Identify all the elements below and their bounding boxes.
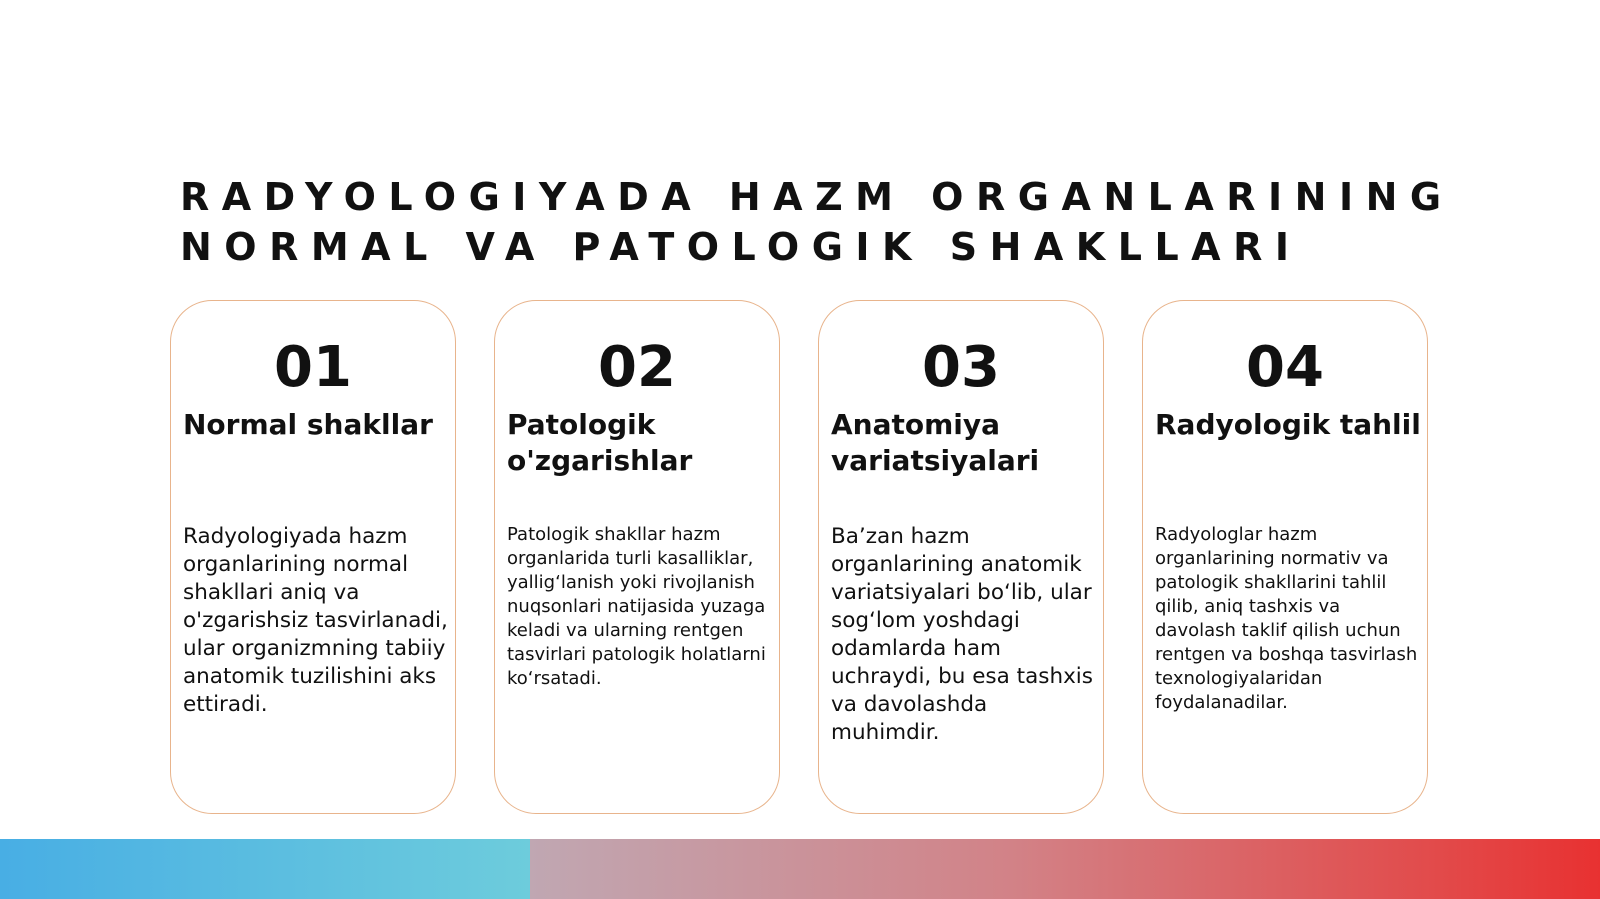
- card-body: Radyologlar hazm organlarining normativ va patologik shakllarini tahlil qilib, aniq tashxis va davolash taklif qilish uchun rentgen va boshqa tasvirlash texnologiyalaridan foydalanadilar.: [1155, 524, 1418, 713]
- slide-title: [180, 172, 1480, 272]
- card-radyologik-tahlil: [1142, 300, 1428, 814]
- card-body: Ba’zan hazm organlarining anatomik variatsiyalari bo‘lib, ular sog‘lom yoshdagi odamlarda ham uchraydi, bu esa tashxis va davolashda muhimdir.: [831, 524, 1093, 745]
- card-heading: Patologik o'zgarishlar: [507, 408, 693, 477]
- card-number: 01: [274, 335, 352, 400]
- card-normal-shakllar: [170, 300, 456, 814]
- card-number: 02: [598, 335, 676, 400]
- card-number: 03: [922, 335, 1000, 400]
- slide-title-line-2: NORMAL VA PATOLOGIK SHAKLLARI: [180, 225, 1302, 269]
- card-heading: Radyologik tahlil: [1155, 408, 1421, 441]
- card-body: Patologik shakllar hazm organlarida turli kasalliklar, yallig‘lanish yoki rivojlanish nuqsonlari natijasida yuzaga keladi va ularning rentgen tasvirlari patologik holatlarni ko‘rsatadi.: [507, 524, 766, 689]
- slide-title-line-1: RADYOLOGIYADA HAZM ORGANLARINING: [180, 175, 1454, 219]
- card-heading: Anatomiya variatsiyalari: [831, 408, 1040, 477]
- card-anatomiya-variatsiyalari: [818, 300, 1104, 814]
- decorative-bar-blue: [0, 839, 530, 899]
- card-patologik-ozgarishlar: [494, 300, 780, 814]
- card-body: Radyologiyada hazm organlarining normal shakllari aniq va o'zgarishsiz tasvirlanadi, ular organizmning tabiiy anatomik tuzilishini aks ettiradi.: [183, 524, 448, 717]
- decorative-bar-red: [530, 839, 1600, 899]
- card-heading: Normal shakllar: [183, 408, 433, 441]
- card-number: 04: [1246, 335, 1324, 400]
